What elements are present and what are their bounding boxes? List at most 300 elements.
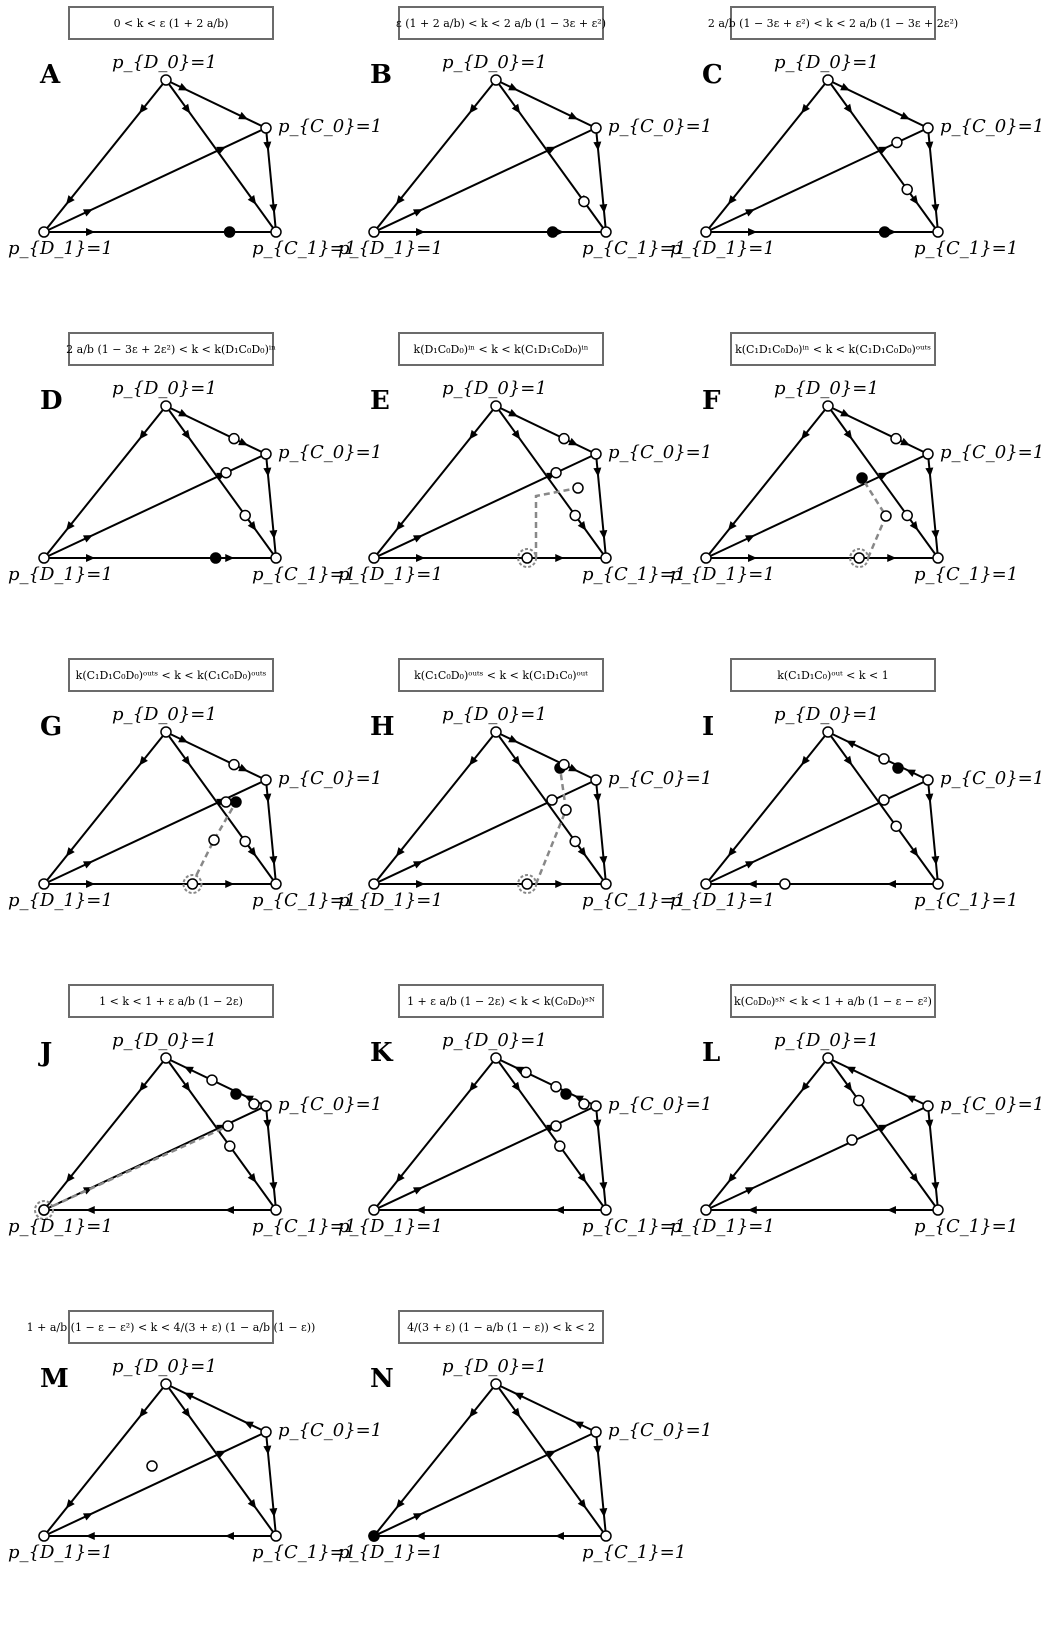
vertex-label-pd0: p_{D_0}=1	[112, 378, 217, 399]
vertex-C0	[923, 123, 933, 133]
vertex-label-pc0: p_{C_0}=1	[608, 116, 713, 137]
arrow-head	[86, 1206, 95, 1214]
vertex-C0	[591, 123, 601, 133]
arrow-head	[86, 880, 95, 888]
stable-fixed-point	[893, 763, 903, 773]
vertex-D0	[823, 1053, 833, 1063]
parameter-condition-box: 2 a/b (1 − 3ε + ε²) < k < 2 a/b (1 − 3ε + 2ε²)	[730, 6, 936, 40]
panel-letter: F	[702, 386, 721, 416]
phase-diagram	[662, 978, 1003, 1308]
vertex-C1	[271, 1531, 281, 1541]
vertex-C1	[271, 1205, 281, 1215]
arrow-head	[86, 1532, 95, 1540]
vertex-label-pd0: p_{D_0}=1	[442, 1030, 547, 1051]
fixed-point	[891, 434, 901, 444]
fixed-point	[240, 510, 250, 520]
vertex-D0	[161, 401, 171, 411]
vertex-C1	[933, 879, 943, 889]
panel-g	[0, 652, 383, 982]
arrow-head	[887, 880, 896, 888]
vertex-label-pd0: p_{D_0}=1	[442, 378, 547, 399]
vertex-label-pc0: p_{C_0}=1	[608, 442, 713, 463]
vertex-label-pc1: p_{C_1}=1	[252, 1216, 357, 1237]
vertex-label-pd1: p_{D_1}=1	[338, 564, 443, 585]
arrow-head	[555, 1532, 564, 1540]
edge-D0-C1	[496, 80, 606, 232]
vertex-C0	[261, 1427, 271, 1437]
vertex-label-pd1: p_{D_1}=1	[8, 564, 113, 585]
fixed-point	[221, 468, 231, 478]
vertex-D1	[701, 1205, 711, 1215]
separatrix-curve	[536, 488, 578, 558]
arrow-head	[578, 1499, 587, 1509]
vertex-D1	[39, 1531, 49, 1541]
arrow-head	[578, 1173, 587, 1183]
edge-D0-C1	[166, 1058, 276, 1210]
fixed-point	[39, 1205, 49, 1215]
vertex-C1	[601, 1205, 611, 1215]
vertex-C1	[271, 227, 281, 237]
vertex-label-pd0: p_{D_0}=1	[774, 704, 879, 725]
arrow-head	[182, 430, 191, 440]
fixed-point	[879, 795, 889, 805]
edge-D0-C1	[828, 80, 938, 232]
panel-letter: N	[370, 1364, 394, 1394]
fixed-point	[547, 795, 557, 805]
phase-diagram	[0, 1304, 341, 1634]
panel-c	[662, 0, 1044, 330]
panel-i	[662, 652, 1044, 982]
stable-fixed-point	[369, 1531, 379, 1541]
fixed-point	[225, 1141, 235, 1151]
fixed-point	[221, 797, 231, 807]
edge-D0-C1	[496, 1058, 606, 1210]
edge-D1-C0	[706, 780, 928, 884]
edge-D0-C1	[496, 1384, 606, 1536]
vertex-C0	[591, 449, 601, 459]
edge-D0-D1	[706, 1058, 828, 1210]
separatrix-curve	[536, 768, 566, 884]
vertex-label-pc0: p_{C_0}=1	[278, 1420, 383, 1441]
phase-diagram	[330, 652, 671, 982]
panel-k	[330, 978, 713, 1308]
vertex-label-pc0: p_{C_0}=1	[608, 768, 713, 789]
parameter-condition-box: k(C₁D₁C₀D₀)ᵒᵘᵗˢ < k < k(C₁C₀D₀)ᵒᵘᵗˢ	[68, 658, 274, 692]
vertex-D0	[161, 727, 171, 737]
arrow-head	[910, 195, 919, 205]
phase-diagram	[0, 326, 341, 656]
vertex-label-pd0: p_{D_0}=1	[112, 704, 217, 725]
phase-diagram	[0, 652, 341, 982]
vertex-label-pd0: p_{D_0}=1	[112, 1030, 217, 1051]
parameter-condition-box: 1 + a/b (1 − ε − ε²) < k < 4/(3 + ε) (1 − a/b (1 − ε))	[68, 1310, 274, 1344]
edge-D0-D1	[44, 406, 166, 558]
stable-fixed-point	[211, 553, 221, 563]
vertex-label-pc1: p_{C_1}=1	[914, 238, 1019, 259]
phase-diagram	[330, 1304, 671, 1634]
edge-D0-D1	[374, 406, 496, 558]
vertex-label-pc1: p_{C_1}=1	[582, 1542, 687, 1563]
fixed-point	[522, 879, 532, 889]
vertex-D1	[39, 227, 49, 237]
fixed-point	[892, 138, 902, 148]
vertex-C1	[601, 227, 611, 237]
edge-D0-D1	[44, 1384, 166, 1536]
fixed-point	[223, 1121, 233, 1131]
vertex-label-pc1: p_{C_1}=1	[252, 564, 357, 585]
vertex-C0	[591, 1427, 601, 1437]
arrow-head	[248, 847, 257, 857]
arrow-head	[910, 847, 919, 857]
panel-j	[0, 978, 383, 1308]
edge-D0-C1	[828, 1058, 938, 1210]
vertex-D1	[369, 1205, 379, 1215]
vertex-label-pd0: p_{D_0}=1	[112, 52, 217, 73]
arrow-head	[182, 756, 191, 766]
vertex-label-pd0: p_{D_0}=1	[442, 704, 547, 725]
edge-D0-D1	[44, 1058, 166, 1210]
fixed-point	[570, 836, 580, 846]
edge-D1-C0	[374, 1432, 596, 1536]
fixed-point	[551, 468, 561, 478]
vertex-C1	[601, 879, 611, 889]
phase-diagram	[0, 978, 341, 1308]
phase-diagram	[330, 978, 671, 1308]
arrow-head	[416, 1532, 425, 1540]
arrow-head	[86, 554, 95, 562]
arrow-head	[416, 228, 425, 236]
arrow-head	[910, 521, 919, 531]
edge-D1-C0	[374, 128, 596, 232]
fixed-point	[521, 1067, 531, 1077]
phase-diagram	[0, 0, 341, 330]
arrow-head	[887, 554, 896, 562]
phase-diagram	[662, 326, 1003, 656]
vertex-C1	[933, 227, 943, 237]
vertex-label-pd1: p_{D_1}=1	[670, 238, 775, 259]
vertex-C0	[923, 1101, 933, 1111]
vertex-C1	[933, 553, 943, 563]
vertex-D0	[823, 401, 833, 411]
panel-f	[662, 326, 1044, 656]
vertex-label-pc1: p_{C_1}=1	[582, 1216, 687, 1237]
fixed-point	[522, 553, 532, 563]
stable-fixed-point	[548, 227, 558, 237]
parameter-condition-box: 2 a/b (1 − 3ε + 2ε²) < k < k(D₁C₀D₀)ⁱⁿ	[68, 332, 274, 366]
vertex-label-pc1: p_{C_1}=1	[582, 890, 687, 911]
fixed-point	[187, 879, 197, 889]
fixed-point	[891, 821, 901, 831]
parameter-condition-box: k(C₁C₀D₀)ᵒᵘᵗˢ < k < k(C₁D₁C₀)ᵒᵘᵗ	[398, 658, 604, 692]
parameter-condition-box: 4/(3 + ε) (1 − a/b (1 − ε)) < k < 2	[398, 1310, 604, 1344]
vertex-D0	[823, 727, 833, 737]
vertex-label-pc0: p_{C_0}=1	[940, 442, 1044, 463]
parameter-condition-box: k(C₁D₁C₀D₀)ⁱⁿ < k < k(C₁D₁C₀D₀)ᵒᵘᵗˢ	[730, 332, 936, 366]
edge-D0-D1	[374, 1384, 496, 1536]
vertex-D0	[161, 1379, 171, 1389]
parameter-condition-box: k(C₁D₁C₀)ᵒᵘᵗ < k < 1	[730, 658, 936, 692]
arrow-head	[416, 880, 425, 888]
vertex-C0	[923, 449, 933, 459]
stable-fixed-point	[231, 1089, 241, 1099]
arrow-head	[512, 430, 521, 440]
arrow-head	[748, 554, 757, 562]
edge-D1-C0	[44, 1432, 266, 1536]
panel-letter: A	[40, 60, 61, 90]
stable-fixed-point	[857, 473, 867, 483]
vertex-C1	[933, 1205, 943, 1215]
arrow-head	[248, 521, 257, 531]
fixed-point	[579, 197, 589, 207]
parameter-condition-box: k(D₁C₀D₀)ⁱⁿ < k < k(C₁D₁C₀D₀)ⁱⁿ	[398, 332, 604, 366]
vertex-label-pd1: p_{D_1}=1	[8, 1216, 113, 1237]
arrow-head	[555, 880, 564, 888]
edge-D0-C1	[828, 406, 938, 558]
vertex-label-pd1: p_{D_1}=1	[8, 238, 113, 259]
vertex-label-pd0: p_{D_0}=1	[442, 1356, 547, 1377]
vertex-label-pd0: p_{D_0}=1	[774, 378, 879, 399]
vertex-label-pc1: p_{C_1}=1	[914, 564, 1019, 585]
stable-fixed-point	[561, 1089, 571, 1099]
vertex-label-pd1: p_{D_1}=1	[670, 890, 775, 911]
vertex-C0	[261, 123, 271, 133]
vertex-label-pc1: p_{C_1}=1	[582, 564, 687, 585]
vertex-C1	[601, 1531, 611, 1541]
phase-diagram	[330, 0, 671, 330]
vertex-D1	[701, 227, 711, 237]
panel-l	[662, 978, 1044, 1308]
edge-D0-C1	[496, 406, 606, 558]
vertex-label-pd0: p_{D_0}=1	[112, 1356, 217, 1377]
vertex-label-pc1: p_{C_1}=1	[252, 1542, 357, 1563]
vertex-label-pd1: p_{D_1}=1	[8, 890, 113, 911]
vertex-label-pc1: p_{C_1}=1	[582, 238, 687, 259]
arrow-head	[748, 880, 757, 888]
arrow-head	[182, 104, 191, 114]
arrow-head	[748, 228, 757, 236]
arrow-head	[844, 1082, 853, 1092]
fixed-point	[902, 510, 912, 520]
fixed-point	[780, 879, 790, 889]
edge-D0-D1	[44, 732, 166, 884]
panel-letter: B	[370, 60, 392, 90]
vertex-label-pc0: p_{C_0}=1	[278, 768, 383, 789]
arrow-head	[182, 1082, 191, 1092]
phase-diagram	[330, 326, 671, 656]
panel-letter: H	[370, 712, 395, 742]
panel-letter: I	[702, 712, 715, 742]
panel-letter: K	[370, 1038, 393, 1068]
fixed-point	[240, 836, 250, 846]
vertex-C0	[261, 775, 271, 785]
edge-D0-D1	[374, 732, 496, 884]
edge-D0-C1	[166, 80, 276, 232]
vertex-label-pc1: p_{C_1}=1	[914, 890, 1019, 911]
fixed-point	[229, 434, 239, 444]
fixed-point	[902, 184, 912, 194]
vertex-label-pc0: p_{C_0}=1	[940, 768, 1044, 789]
arrow-head	[86, 228, 95, 236]
arrow-head	[512, 1408, 521, 1418]
vertex-label-pd0: p_{D_0}=1	[442, 52, 547, 73]
vertex-C1	[271, 879, 281, 889]
stable-fixed-point	[880, 227, 890, 237]
vertex-label-pc1: p_{C_1}=1	[252, 238, 357, 259]
vertex-label-pc0: p_{C_0}=1	[608, 1420, 713, 1441]
fixed-point	[229, 760, 239, 770]
vertex-C0	[591, 1101, 601, 1111]
vertex-D0	[491, 727, 501, 737]
fixed-point	[854, 553, 864, 563]
arrow-head	[416, 554, 425, 562]
arrow-head	[225, 554, 234, 562]
panel-letter: M	[40, 1364, 69, 1394]
edge-D0-C1	[496, 732, 606, 884]
fixed-point	[551, 1121, 561, 1131]
vertex-label-pd1: p_{D_1}=1	[338, 238, 443, 259]
panel-b	[330, 0, 713, 330]
vertex-label-pd1: p_{D_1}=1	[8, 1542, 113, 1563]
fixed-point	[559, 760, 569, 770]
edge-D0-D1	[706, 80, 828, 232]
fixed-point	[561, 805, 571, 815]
vertex-label-pc0: p_{C_0}=1	[608, 1094, 713, 1115]
panel-letter: C	[702, 60, 723, 90]
stable-fixed-point	[231, 797, 241, 807]
edge-D1-C0	[44, 454, 266, 558]
vertex-D1	[369, 553, 379, 563]
arrow-head	[578, 847, 587, 857]
arrow-head	[512, 756, 521, 766]
panel-e	[330, 326, 713, 656]
arrow-head	[416, 1206, 425, 1214]
vertex-label-pc0: p_{C_0}=1	[278, 1094, 383, 1115]
panel-h	[330, 652, 713, 982]
vertex-label-pc0: p_{C_0}=1	[940, 1094, 1044, 1115]
vertex-D0	[491, 1379, 501, 1389]
edge-D1-C0	[44, 780, 266, 884]
vertex-label-pc0: p_{C_0}=1	[940, 116, 1044, 137]
arrow-head	[555, 1206, 564, 1214]
vertex-D0	[161, 75, 171, 85]
fixed-point	[881, 511, 891, 521]
stable-fixed-point	[225, 227, 235, 237]
parameter-condition-box: 1 + ε a/b (1 − 2ε) < k < k(C₀D₀)ˢᴺ	[398, 984, 604, 1018]
arrow-head	[887, 1206, 896, 1214]
arrow-head	[182, 1408, 191, 1418]
panel-letter: J	[40, 1038, 53, 1068]
panel-n	[330, 1304, 713, 1634]
arrow-head	[225, 1206, 234, 1214]
vertex-D1	[701, 553, 711, 563]
vertex-D0	[491, 75, 501, 85]
edge-D0-D1	[706, 732, 828, 884]
edge-D1-C0	[374, 454, 596, 558]
vertex-D0	[161, 1053, 171, 1063]
arrow-head	[225, 880, 234, 888]
vertex-C0	[261, 1101, 271, 1111]
arrow-head	[512, 104, 521, 114]
separatrix-curve	[44, 1126, 228, 1210]
vertex-label-pd0: p_{D_0}=1	[774, 52, 879, 73]
arrow-head	[578, 521, 587, 531]
arrow-head	[248, 1173, 257, 1183]
edge-D1-C0	[374, 1106, 596, 1210]
edge-D0-D1	[374, 1058, 496, 1210]
panel-letter: E	[370, 386, 390, 416]
edge-D0-C1	[166, 732, 276, 884]
edge-D0-D1	[44, 80, 166, 232]
edge-D1-C0	[44, 128, 266, 232]
parameter-condition-box: 1 < k < 1 + ε a/b (1 − 2ε)	[68, 984, 274, 1018]
vertex-D0	[823, 75, 833, 85]
vertex-C1	[601, 553, 611, 563]
arrow-head	[512, 1082, 521, 1092]
fixed-point	[579, 1099, 589, 1109]
arrow-head	[225, 1532, 234, 1540]
vertex-label-pd1: p_{D_1}=1	[338, 1542, 443, 1563]
panel-letter: G	[40, 712, 63, 742]
vertex-label-pc0: p_{C_0}=1	[278, 442, 383, 463]
fixed-point	[551, 1082, 561, 1092]
arrow-head	[844, 104, 853, 114]
edge-D0-C1	[166, 1384, 276, 1536]
vertex-D1	[39, 879, 49, 889]
arrow-head	[248, 195, 257, 205]
parameter-condition-box: k(C₀D₀)ˢᴺ < k < 1 + a/b (1 − ε − ε²)	[730, 984, 936, 1018]
panel-m	[0, 1304, 383, 1634]
fixed-point	[879, 754, 889, 764]
edge-D0-D1	[706, 406, 828, 558]
fixed-point	[555, 1141, 565, 1151]
parameter-condition-box: 0 < k < ε (1 + 2 a/b)	[68, 6, 274, 40]
arrow-head	[844, 430, 853, 440]
panel-d	[0, 326, 383, 656]
fixed-point	[570, 510, 580, 520]
arrow-head	[748, 1206, 757, 1214]
panel-letter: L	[702, 1038, 721, 1068]
vertex-label-pd1: p_{D_1}=1	[338, 1216, 443, 1237]
vertex-D0	[491, 401, 501, 411]
fixed-point	[847, 1135, 857, 1145]
arrow-head	[844, 756, 853, 766]
arrow-head	[555, 554, 564, 562]
vertex-D1	[701, 879, 711, 889]
edge-D0-D1	[374, 80, 496, 232]
vertex-label-pc0: p_{C_0}=1	[278, 116, 383, 137]
fixed-point	[559, 434, 569, 444]
parameter-condition-box: ε (1 + 2 a/b) < k < 2 a/b (1 − 3ε + ε²)	[398, 6, 604, 40]
panel-a	[0, 0, 383, 330]
edge-D1-C0	[706, 454, 928, 558]
phase-diagram	[662, 652, 1003, 982]
vertex-label-pd1: p_{D_1}=1	[670, 564, 775, 585]
vertex-label-pc1: p_{C_1}=1	[252, 890, 357, 911]
arrow-head	[910, 1173, 919, 1183]
edge-D0-C1	[166, 406, 276, 558]
phase-diagram	[662, 0, 1003, 330]
vertex-C0	[261, 449, 271, 459]
vertex-D1	[39, 553, 49, 563]
fixed-point	[249, 1099, 259, 1109]
vertex-label-pd1: p_{D_1}=1	[670, 1216, 775, 1237]
edge-D1-C0	[706, 1106, 928, 1210]
vertex-C0	[591, 775, 601, 785]
fixed-point	[854, 1096, 864, 1106]
vertex-label-pc1: p_{C_1}=1	[914, 1216, 1019, 1237]
vertex-label-pd0: p_{D_0}=1	[774, 1030, 879, 1051]
fixed-point	[147, 1461, 157, 1471]
